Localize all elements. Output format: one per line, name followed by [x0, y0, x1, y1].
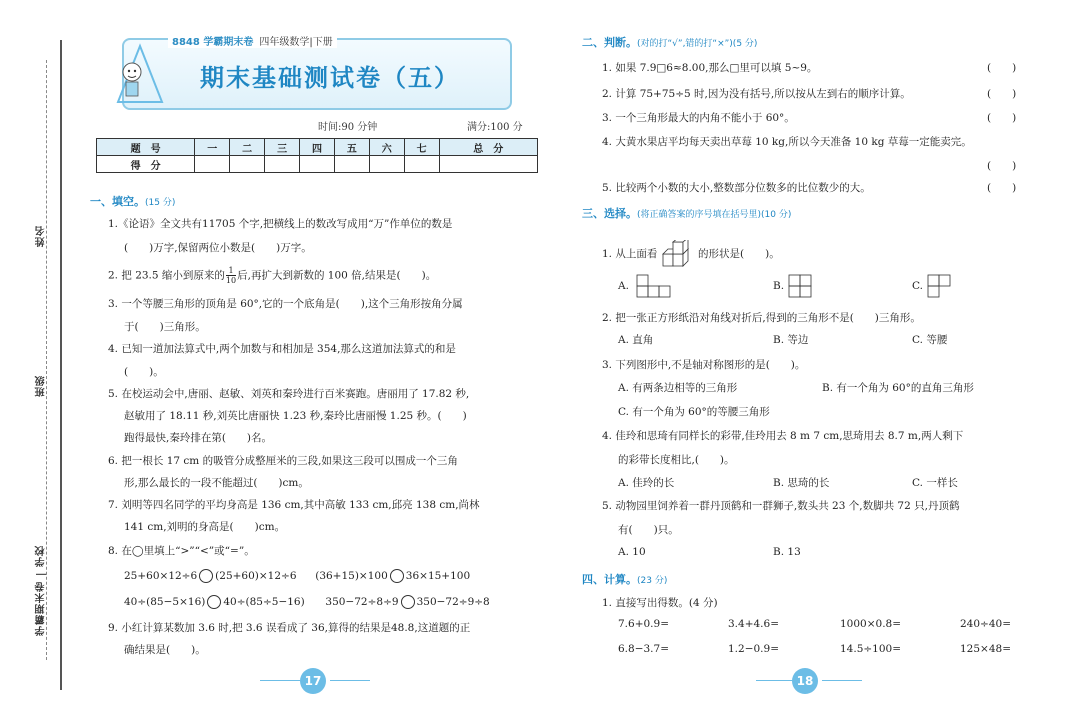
section4-title: 四、计算。(23 分) [582, 573, 668, 586]
judge-paren[interactable]: ( ) [987, 88, 1017, 100]
flourish-right [330, 680, 370, 681]
score-header-cell: 二 [230, 139, 265, 156]
calc-item: 7.6+0.9= [618, 618, 669, 630]
s2-q3: 3. 一个三角形最大的内角不能小于 60°。 [602, 112, 795, 124]
s1-q6-line2: 形,那么最长的一段不能超过( )cm。 [124, 477, 309, 489]
calc-item: 14.5÷100= [840, 643, 902, 655]
mascot-icon [110, 42, 170, 108]
s3-q5-line2: 有( )只。 [618, 524, 679, 536]
s1-q4-line1: 4. 已知一道加法算式中,两个加数与和相加是 354,那么这道加法算式的和是 [108, 343, 456, 355]
score-header-cell: 五 [334, 139, 369, 156]
s1-q8-row2: 40÷(85−5×16) 40÷(85÷5−16) 350−72÷8÷9 350−72÷9÷8 [124, 596, 490, 608]
s1-q7-line1: 7. 刘明等四名同学的平均身高是 136 cm,其中高敏 133 cm,邱亮 138 cm,尚林 [108, 499, 480, 511]
score-cell[interactable] [265, 156, 300, 173]
s1-q6-line1: 6. 把一根长 17 cm 的吸管分成整厘米的三段,如果这三段可以围成一个三角 [108, 455, 458, 467]
score-value-row [97, 156, 538, 173]
s1-q5-line1: 5. 在校运动会中,唐丽、赵敏、刘英和秦玲进行百米赛跑。唐丽用了 17.82 秒, [108, 388, 470, 400]
compare-circle[interactable] [207, 595, 221, 609]
s1-q3-line2: 于( )三角形。 [124, 321, 206, 333]
score-header-cell: 四 [300, 139, 335, 156]
s1-q4-line2: ( )。 [124, 366, 164, 378]
cube-stack-icon [661, 240, 695, 268]
s1-q5-line2: 赵敏用了 18.11 秒,刘英比唐丽快 1.23 秒,秦玲比唐丽慢 1.25 秒。( ) [124, 410, 467, 422]
fraction: $\frac{1}{10}$ [225, 266, 237, 285]
page-title: 期末基础测试卷（五） [200, 64, 460, 92]
s1-q8-row1: 25+60×12÷6 (25+60)×12÷6 (36+15)×100 36×15+100 [124, 570, 471, 582]
s3-q3-opt-b[interactable]: B. 有一个角为 60°的直角三角形 [822, 382, 974, 394]
s4-q1: 1. 直接写出得数。(4 分) [602, 597, 718, 609]
s3-q2-opt-a[interactable]: A. 直角 [618, 334, 654, 346]
s3-q1: 1. 从上面看 的形状是( )。 [602, 240, 780, 268]
s1-q5-line3: 跑得最快,秦玲排在第( )名。 [124, 432, 273, 444]
s3-q4-line2: 的彩带长度相比,( )。 [618, 454, 735, 466]
compare-circle[interactable] [199, 569, 213, 583]
calc-item: 125×48= [960, 643, 1011, 655]
calc-item: 240÷40= [960, 618, 1011, 630]
s3-q1-opt-c[interactable]: C. [912, 280, 923, 292]
section3-title: 三、选择。(将正确答案的序号填在括号里)(10 分) [582, 207, 792, 220]
s3-q2-opt-b[interactable]: B. 等边 [773, 334, 809, 346]
score-header-cell: 三 [265, 139, 300, 156]
grid-shape-a-icon [636, 274, 672, 298]
score-cell[interactable] [369, 156, 404, 173]
grid-shape-c-icon [927, 274, 953, 298]
score-header-row [97, 139, 538, 156]
s3-q4-opt-a[interactable]: A. 佳玲的长 [618, 477, 675, 489]
s1-q8: 8. 在◯里填上“>”“<”或“=”。 [108, 545, 255, 557]
flourish-left [756, 680, 796, 681]
s2-q1: 1. 如果 7.9□6≈8.00,那么□里可以填 5~9。 [602, 62, 818, 74]
s1-q1-line1: 1.《论语》全文共有11705 个字,把横线上的数改写成用“万”作单位的数是 [108, 218, 453, 230]
s2-q2: 2. 计算 75+75÷5 时,因为没有括号,所以按从左到右的顺序计算。 [602, 88, 911, 100]
s1-q9-line2: 确结果是( )。 [124, 644, 206, 656]
score-cell[interactable] [300, 156, 335, 173]
s3-q3-opt-a[interactable]: A. 有两条边相等的三角形 [618, 382, 738, 394]
s3-q5-opt-b[interactable]: B. 13 [773, 546, 801, 558]
page-number-18: 18 [792, 668, 818, 694]
score-cell[interactable] [404, 156, 439, 173]
calc-item: 3.4+4.6= [728, 618, 779, 630]
judge-paren[interactable]: ( ) [987, 62, 1017, 74]
score-cell[interactable] [334, 156, 369, 173]
series-label: 8848 学霸期末卷 四年级数学|下册 [168, 33, 337, 48]
s1-q2: 2. 把 23.5 缩小到原来的 $\frac{1}{10}$ 后,再扩大到新数的 100 倍,结果是( )。 [108, 266, 437, 285]
section2-title: 二、判断。(对的打“√”,错的打“×”)(5 分) [582, 36, 758, 49]
judge-paren[interactable]: ( ) [987, 112, 1017, 124]
calc-item: 6.8−3.7= [618, 643, 669, 655]
s3-q4-opt-c[interactable]: C. 一样长 [912, 477, 958, 489]
s1-q7-line2: 141 cm,刘明的身高是( )cm。 [124, 521, 286, 533]
name-label: 姓名 [36, 225, 47, 247]
s3-q2: 2. 把一张正方形纸沿对角线对折后,得到的三角形不是( )三角形。 [602, 312, 921, 324]
s1-q1-line2: ( )万字,保留两位小数是( )万字。 [124, 242, 312, 254]
score-cell[interactable] [195, 156, 230, 173]
calc-item: 1.2−0.9= [728, 643, 779, 655]
s2-q5: 5. 比较两个小数的大小,整数部分位数多的比位数少的大。 [602, 182, 871, 194]
score-label-cell: 得 分 [97, 156, 195, 173]
s3-q4-opt-b[interactable]: B. 思琦的长 [773, 477, 830, 489]
score-header-cell: 七 [404, 139, 439, 156]
score-header-cell: 六 [369, 139, 404, 156]
s3-q5-line1: 5. 动物园里饲养着一群丹顶鹤和一群狮子,数头共 23 个,数脚共 72 只,丹顶鹤 [602, 500, 960, 512]
s1-q3-line1: 3. 一个等腰三角形的顶角是 60°,它的一个底角是( ),这个三角形按角分属 [108, 298, 463, 310]
compare-circle[interactable] [390, 569, 404, 583]
time-label: 时间:90 分钟 [318, 122, 378, 133]
flourish-left [260, 680, 300, 681]
s3-q1-opt-b[interactable]: B. [773, 280, 785, 292]
s1-q9-line1: 9. 小红计算某数加 3.6 时,把 3.6 误看成了 36,算得的结果是48.8,这道题的正 [108, 622, 471, 634]
calc-item: 1000×0.8= [840, 618, 902, 630]
s2-q4: 4. 大黄水果店平均每天卖出草莓 10 kg,所以今天准备 10 kg 草莓一定能卖完。 [602, 136, 972, 148]
score-table [96, 138, 538, 173]
score-cell[interactable] [439, 156, 537, 173]
s3-q3: 3. 下列图形中,不是轴对称图形的是( )。 [602, 359, 806, 371]
section1-title: 一、填空。(15 分) [90, 195, 176, 208]
score-cell[interactable] [230, 156, 265, 173]
s3-q1-opt-a[interactable]: A. [618, 280, 629, 292]
flourish-right [822, 680, 862, 681]
judge-paren[interactable]: ( ) [987, 160, 1017, 172]
binding-line [60, 40, 62, 690]
class-label: 班级 [36, 375, 47, 397]
page-number-17: 17 [300, 668, 326, 694]
right-page [560, 0, 1080, 719]
s3-q3-opt-c[interactable]: C. 有一个角为 60°的等腰三角形 [618, 406, 770, 418]
score-header-cell: 一 [195, 139, 230, 156]
full-score-label: 满分:100 分 [467, 122, 523, 133]
score-header-cell: 总 分 [439, 139, 537, 156]
s3-q2-opt-c[interactable]: C. 等腰 [912, 334, 948, 346]
grid-shape-b-icon [788, 274, 814, 298]
score-header-label: 题 号 [97, 139, 195, 156]
school-label: 学霸期末卷 | 学校 [36, 545, 47, 636]
compare-circle[interactable] [401, 595, 415, 609]
s3-q4-line1: 4. 佳玲和思琦有同样长的彩带,佳玲用去 8 m 7 cm,思琦用去 8.7 m,两人剩下 [602, 430, 964, 442]
judge-paren[interactable]: ( ) [987, 182, 1017, 194]
s3-q5-opt-a[interactable]: A. 10 [618, 546, 646, 558]
